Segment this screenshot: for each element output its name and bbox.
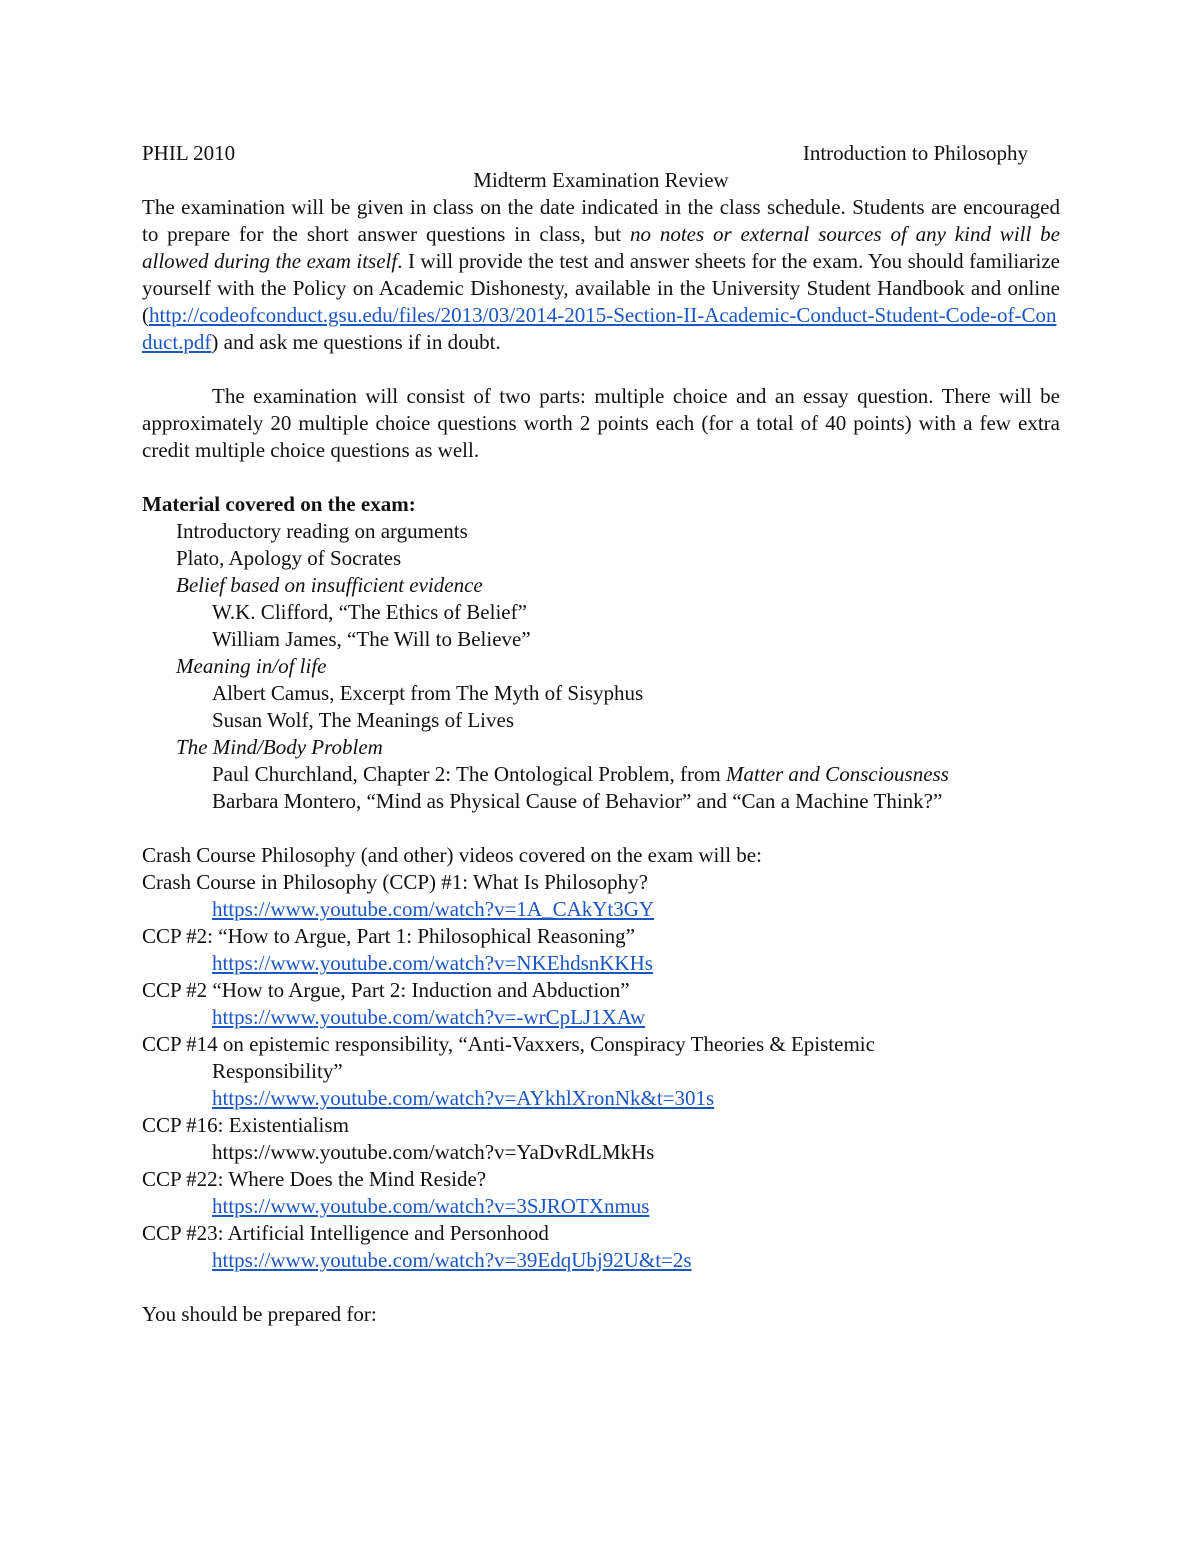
video-title: Crash Course in Philosophy (CCP) #1: What Is Philosophy? [142, 870, 648, 894]
conduct-policy-link[interactable]: http://codeofconduct.gsu.edu/files/2013/03/2014-2015-Section-II-Academic-Conduct-Student-Code-of-Conduct.pdf [142, 303, 1057, 354]
video-link-row [142, 1247, 1060, 1274]
spacer [142, 356, 1060, 383]
material-item: Albert Camus, Excerpt from The Myth of Sisyphus [212, 681, 644, 705]
intro-italic-text: no notes or external sources of any kind will be allowed during the exam itself [142, 222, 1060, 273]
video-link-row [142, 1085, 1060, 1112]
material-item: William James, “The Will to Believe” [212, 627, 531, 651]
video-link-row [142, 896, 1060, 923]
material-heading-text: Material covered on the exam: [142, 492, 416, 516]
item-text: Paul Churchland, Chapter 2: The Ontological Problem, from [212, 762, 727, 786]
material-item: Introductory reading on arguments [176, 519, 468, 543]
video-url-text: https://www.youtube.com/watch?v=YaDvRdLMkHs [212, 1140, 655, 1164]
document-title: Midterm Examination Review [473, 168, 729, 192]
spacer [142, 815, 1060, 842]
course-title: Introduction to Philosophy [802, 141, 1028, 165]
closing-line: You should be prepared for: [142, 1302, 377, 1326]
video-link[interactable]: https://www.youtube.com/watch?v=39EdqUbj92U&t=2s [212, 1248, 692, 1272]
video-title: CCP #23: Artificial Intelligence and Personhood [142, 1221, 549, 1245]
material-section-heading [142, 653, 1060, 680]
video-link[interactable]: https://www.youtube.com/watch?v=AYkhlXronNk&t=301s [212, 1086, 715, 1110]
videos-intro: Crash Course Philosophy (and other) videos covered on the exam will be: [142, 843, 762, 867]
section-title: Belief based on insufficient evidence [176, 573, 483, 597]
material-item: Barbara Montero, “Mind as Physical Cause of Behavior” and “Can a Machine Think?” [212, 789, 943, 813]
material-heading [142, 491, 1060, 518]
exam-format-paragraph: The examination will consist of two parts: multiple choice and an essay question. There will be approximately 20 multiple choice questions worth 2 points each (for a total of 40 points) with a few extra credit multiple choice questions as well. [142, 384, 1060, 462]
intro-text-1: The examination will be given in class on the date indicated in the class schedule. Students are encouraged to prepare for the short answer questions in class, but [142, 195, 1060, 246]
video-link[interactable]: https://www.youtube.com/watch?v=NKEhdsnKKHs [212, 951, 653, 975]
intro-paragraph [142, 194, 1060, 356]
video-title: CCP #22: Where Does the Mind Reside? [142, 1167, 487, 1191]
video-link-row [142, 1004, 1060, 1031]
material-section-heading [142, 734, 1060, 761]
book-title: Matter and Consciousness [726, 762, 949, 786]
spacer [142, 464, 1060, 491]
section-title: The Mind/Body Problem [176, 735, 383, 759]
video-title: CCP #2: “How to Argue, Part 1: Philosophical Reasoning” [142, 924, 635, 948]
video-link-row [142, 950, 1060, 977]
video-title: CCP #16: Existentialism [142, 1113, 349, 1137]
video-link[interactable]: https://www.youtube.com/watch?v=-wrCpLJ1XAw [212, 1005, 646, 1029]
intro-text-3: ) and ask me questions if in doubt. [211, 330, 501, 354]
document-page [142, 140, 1060, 1328]
course-code: PHIL 2010 [142, 141, 236, 165]
section-title: Meaning in/of life [176, 654, 327, 678]
header-row [142, 140, 1060, 167]
video-link[interactable]: https://www.youtube.com/watch?v=3SJROTXnmus [212, 1194, 650, 1218]
material-item [142, 761, 1060, 788]
material-item: W.K. Clifford, “The Ethics of Belief” [212, 600, 527, 624]
video-title: CCP #14 on epistemic responsibility, “Anti-Vaxxers, Conspiracy Theories & Epistemic [142, 1032, 875, 1056]
material-item: Susan Wolf, The Meanings of Lives [212, 708, 514, 732]
video-link[interactable]: https://www.youtube.com/watch?v=1A_CAkYt3GY [212, 897, 655, 921]
video-link-row [142, 1193, 1060, 1220]
spacer [142, 1274, 1060, 1301]
intro-text-2: . I will provide the test and answer sheets for the exam. You should familiarize yourself with the Policy on Academic Dishonesty, available in the University Student Handbook and online ( [142, 249, 1061, 327]
video-title-continued: Responsibility” [212, 1059, 343, 1083]
video-title: CCP #2 “How to Argue, Part 2: Induction and Abduction” [142, 978, 630, 1002]
material-section-heading [142, 572, 1060, 599]
material-item: Plato, Apology of Socrates [176, 546, 402, 570]
